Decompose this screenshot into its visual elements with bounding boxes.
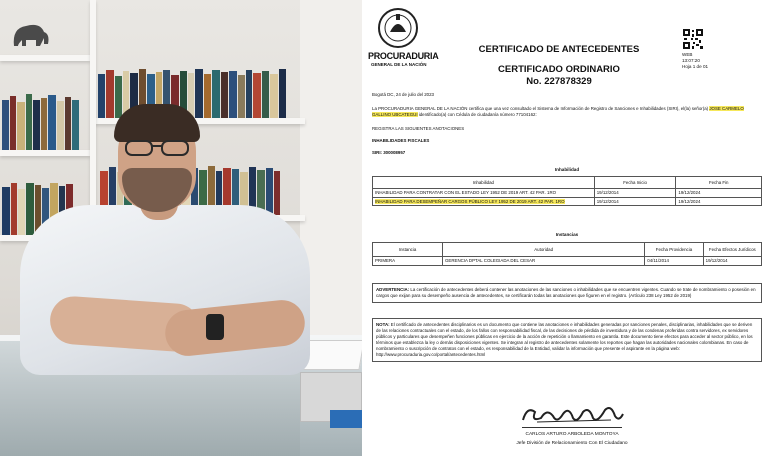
nota-text: El certificado de antecedentes disciplinarios es un documento que contiene las anotaciones e inhabilidades generadas por sanciones penales, disciplinarias, inhabilidades que se deriven de las relaciones contractuales con el estado, de los fallos con responsabilidad fiscal, de las decisiones de pérdida de investidura y de las condenas proferidas contra servidores, ex servidores públicos y particulares que desempeñen funciones públicas en ejercicio de la acción de repetición o llamamiento en garantía. Este documento tiene efectos para acceder al sector público, en los términos que establezca la ley o demás disposiciones vigentes. Se integran al registro de antecedentes solamente los reportes que hagan las autoridades nacionales colombianas. En caso de nombramiento o suscripción de contratos con el estado, es responsabilidad de la Entidad, validar la información que presente el aspirante en la página web: http://www.procuraduria.gov.co/portal/antecedentes.html xyxy=(376,322,753,357)
inhabilidad-table xyxy=(372,176,762,206)
fecha-inicio-cell: 19/12/2014 xyxy=(594,197,676,206)
column-header: Fecha Providencia xyxy=(645,243,703,257)
fecha-efectos-cell: 19/12/2014 xyxy=(703,257,761,266)
intro-text: La PROCURADURIA GENERAL DE LA NACIÓN certifica que una vez consultado el Sistema de Información de Registro de Sanciones e Inhabilidades (SIRI), el(la) señor(a) xyxy=(372,106,710,111)
hair xyxy=(114,104,200,142)
fecha-fin-cell: 19/12/2024 xyxy=(676,197,762,206)
column-header: Fecha Efectos Jurídicos xyxy=(703,243,761,257)
fecha-fin-cell: 19/12/2024 xyxy=(676,189,762,198)
fecha-providencia-cell: 04/11/2014 xyxy=(645,257,703,266)
glasses-icon xyxy=(120,138,194,158)
date-line: Bogotá DC, 24 de julio del 2023 xyxy=(372,92,435,97)
inhabilidad-section-title: Inhabilidad xyxy=(554,167,580,172)
side-info xyxy=(682,52,708,71)
registra-heading: REGISTRA LAS SIGUIENTES ANOTACIONES xyxy=(372,126,465,131)
certificate-number: No. 227878329 xyxy=(526,76,592,87)
column-header: Autoridad xyxy=(443,243,645,257)
qr-code-icon xyxy=(682,28,704,50)
siri-number: SIRI: 300008957 xyxy=(372,150,406,155)
table-row xyxy=(373,257,762,266)
logo-subtext: GENERAL DE LA NACIÓN xyxy=(371,62,427,67)
fecha-inicio-cell: 19/12/2014 xyxy=(594,189,676,198)
column-header: Inhabilidad xyxy=(373,177,595,189)
logo-text: PROCURADURIA xyxy=(368,51,439,61)
side-info-line: Hoja 1 de 01 xyxy=(682,64,709,70)
person xyxy=(0,0,362,456)
photo-man-in-office xyxy=(0,0,362,456)
certificate-document xyxy=(362,0,768,456)
signature-line xyxy=(522,427,622,428)
instancia-cell: PRIMERA xyxy=(373,257,443,266)
column-header: Instancia xyxy=(373,243,443,257)
table-header-row xyxy=(373,243,762,257)
signer-role: Jefe División de Relacionamiento Con El Ciudadano xyxy=(516,441,628,446)
document-title: CERTIFICADO DE ANTECEDENTES xyxy=(478,44,640,55)
side-info-line: 13:07:20 xyxy=(682,58,700,64)
advertencia-text: La certificación de antecedentes deberá contener las anotaciones de las sanciones o inhabilidades que se encuentren vigentes. Cuando se trate de nombramiento o posesión en cargos que exijan para su desempeño ausencia de antecedentes, se certificarán todas las anotaciones que figuren en el registro. (Artículo 238 Ley 1952 de 2019) xyxy=(376,287,756,298)
table-header-row xyxy=(373,177,762,189)
nota-label: NOTA: xyxy=(376,322,390,327)
inhabilidad-cell xyxy=(373,197,595,206)
table-row xyxy=(373,189,762,198)
table-row xyxy=(373,197,762,206)
autoridad-cell: GERENCIA DPTAL COLEGIADA DEL CESAR xyxy=(443,257,645,266)
column-header: Fecha Fin xyxy=(676,177,762,189)
advertencia-box xyxy=(372,283,762,303)
instancias-table xyxy=(372,242,762,266)
instancias-section-title: Instancias xyxy=(555,232,579,237)
side-info-line: WEB xyxy=(682,52,693,57)
advertencia-label: ADVERTENCIA: xyxy=(376,287,410,292)
intro-text-end: identificado(a) con Cédula de ciudadanía número 77104162: xyxy=(417,111,537,117)
document-subtitle: CERTIFICADO ORDINARIO xyxy=(498,64,620,75)
watch-icon xyxy=(206,314,224,340)
intro-paragraph xyxy=(372,106,762,117)
highlighted-inhabilidad: INHABILIDAD PARA DESEMPEÑAR CARGOS PÚBLICO LEY 1952 DE 2019 ART. 42 PAR. 1RO xyxy=(375,198,565,204)
inhabilidad-cell: INHABILIDAD PARA CONTRATAR CON EL ESTADO LEY 1952 DE 2019 ART. 42 PAR. 1RO xyxy=(373,189,595,198)
inhabilidades-fiscales-heading: INHABILIDADES FISCALES xyxy=(372,138,430,143)
signature-icon xyxy=(517,402,627,428)
nota-box xyxy=(372,318,762,362)
column-header: Fecha Inicio xyxy=(594,177,676,189)
highlighted-name: JOSE CARMELO GALLINO UBCATEGUI xyxy=(372,106,744,117)
signer-name: CARLOS ARTURO ARBOLEDA MONTOYA xyxy=(525,432,619,437)
